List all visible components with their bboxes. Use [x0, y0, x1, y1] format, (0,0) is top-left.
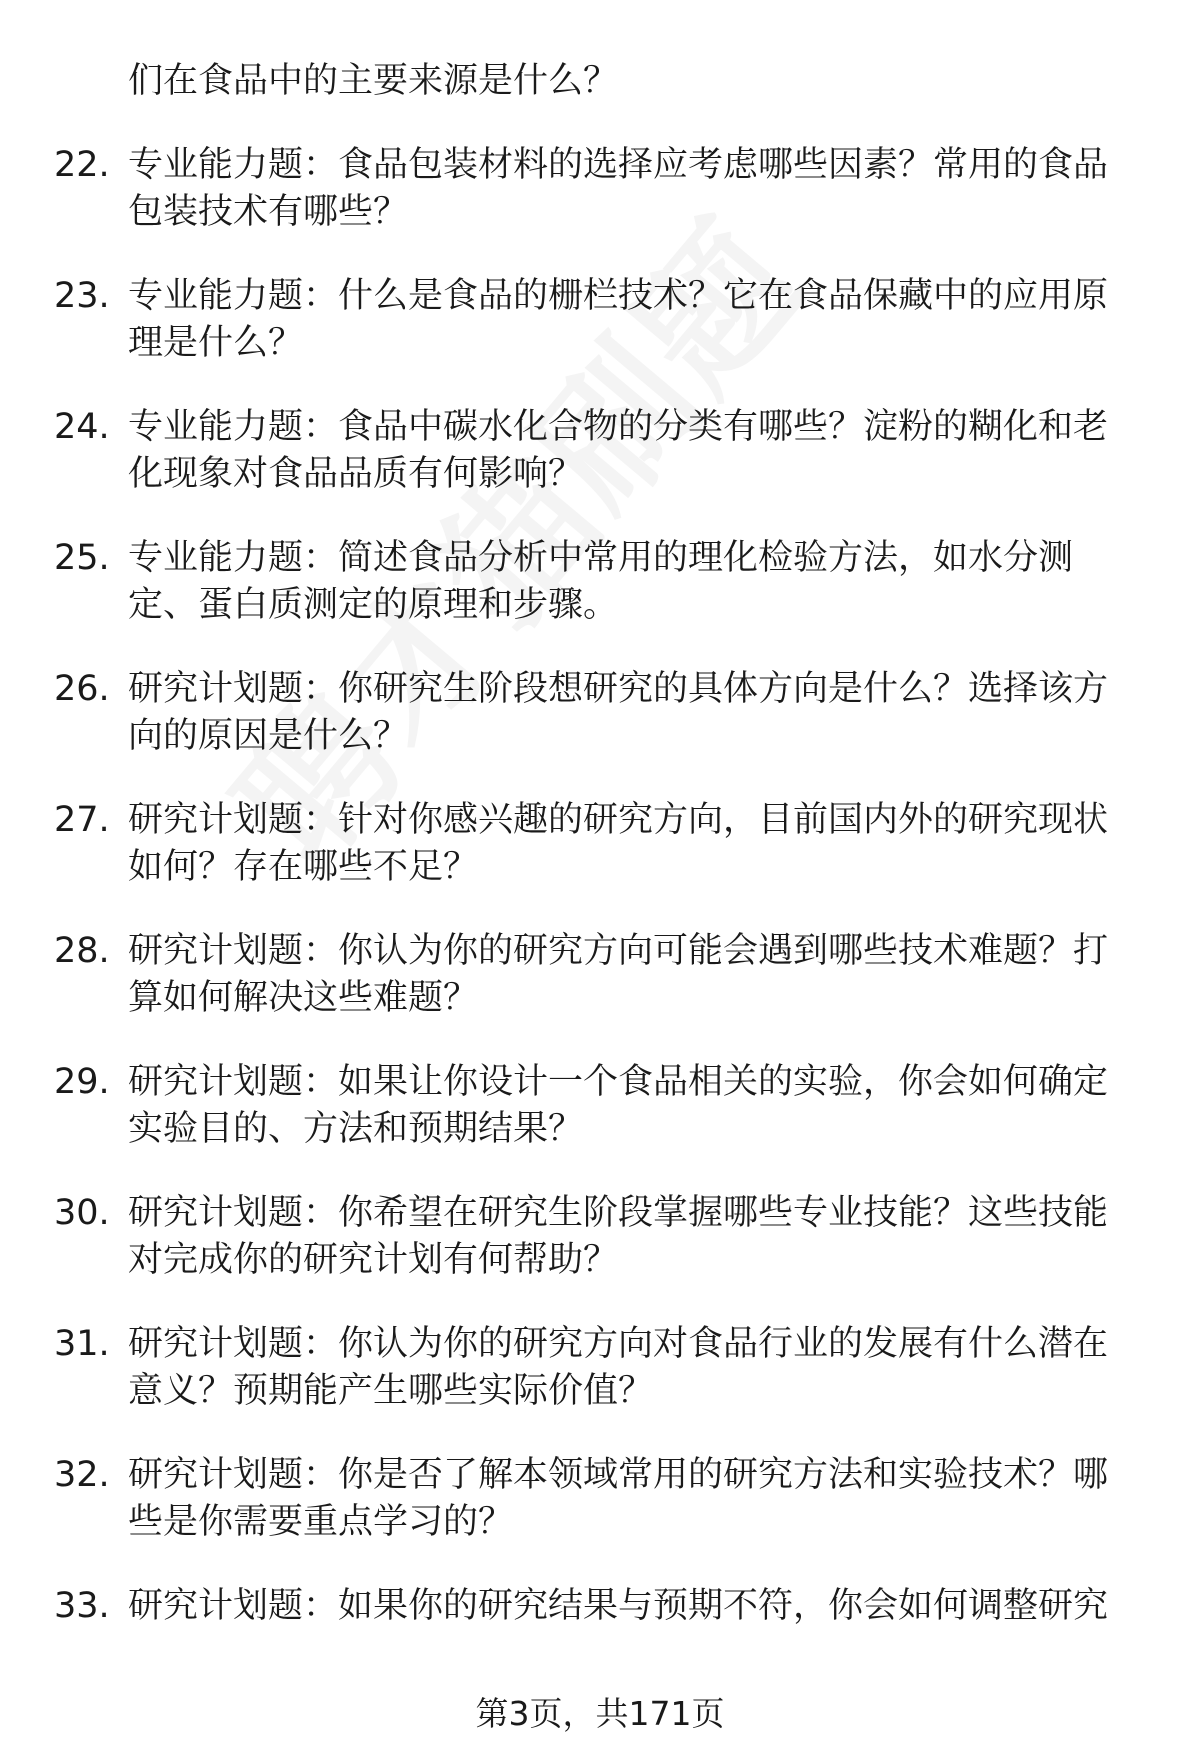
question-text-line: 如何？存在哪些不足？ [128, 847, 479, 887]
question-text [128, 1321, 1138, 1415]
question-item [0, 1321, 1200, 1452]
question-text-line: 研究计划题：你认为你的研究方向可能会遇到哪些技术难题？打 [128, 931, 1109, 971]
question-text-line: 研究计划题：你认为你的研究方向对食品行业的发展有什么潜在 [128, 1324, 1109, 1364]
question-number: 33. [54, 1586, 110, 1626]
question-list [0, 142, 1200, 1714]
question-item [0, 797, 1200, 928]
question-number: 24. [54, 407, 110, 447]
question-text-line: 研究计划题：你希望在研究生阶段掌握哪些专业技能？这些技能 [128, 1193, 1109, 1233]
question-text-line: 意义？预期能产生哪些实际价值？ [128, 1371, 654, 1411]
question-item [0, 1059, 1200, 1190]
question-text-line: 包装技术有哪些？ [128, 192, 409, 232]
question-text-line: 对完成你的研究计划有何帮助？ [128, 1240, 619, 1280]
page-footer: 第3页，共171页 [475, 1694, 725, 1733]
question-text-line: 研究计划题：如果让你设计一个食品相关的实验，你会如何确定 [128, 1062, 1109, 1102]
question-text [128, 1452, 1138, 1546]
question-number: 26. [54, 669, 110, 709]
question-number: 29. [54, 1062, 110, 1102]
question-text-line: 专业能力题：简述食品分析中常用的理化检验方法，如水分测 [128, 538, 1074, 578]
question-text [128, 1190, 1138, 1284]
question-text [128, 142, 1138, 236]
question-text-line: 专业能力题：什么是食品的栅栏技术？它在食品保藏中的应用原 [128, 276, 1109, 316]
question-item [0, 273, 1200, 404]
question-item [0, 404, 1200, 535]
question-number: 31. [54, 1324, 110, 1364]
question-text-line: 专业能力题：食品包装材料的选择应考虑哪些因素？常用的食品 [128, 145, 1109, 185]
question-number: 25. [54, 538, 110, 578]
question-number: 30. [54, 1193, 110, 1233]
question-item [0, 666, 1200, 797]
question-number: 22. [54, 145, 110, 185]
question-text-line: 研究计划题：如果你的研究结果与预期不符，你会如何调整研究 [128, 1586, 1109, 1626]
question-text-line: 向的原因是什么？ [128, 716, 409, 756]
question-text-line: 研究计划题：针对你感兴趣的研究方向，目前国内外的研究现状 [128, 800, 1109, 840]
question-text [128, 666, 1138, 760]
question-text-line: 些是你需要重点学习的？ [128, 1502, 514, 1542]
question-item [0, 1190, 1200, 1321]
question-number: 32. [54, 1455, 110, 1495]
question-text-line: 定、蛋白质测定的原理和步骤。 [128, 585, 619, 625]
question-text [128, 1583, 1138, 1630]
question-text-line: 实验目的、方法和预期结果？ [128, 1109, 584, 1149]
question-text [128, 928, 1138, 1022]
question-text [128, 273, 1138, 367]
question-text-line: 理是什么？ [128, 323, 304, 363]
question-number: 23. [54, 276, 110, 316]
question-number: 28. [54, 931, 110, 971]
continuation-line: 们在食品中的主要来源是什么？ [128, 61, 619, 101]
question-text-line: 化现象对食品品质有何影响？ [128, 454, 584, 494]
question-text-line: 专业能力题：食品中碳水化合物的分类有哪些？淀粉的糊化和老 [128, 407, 1109, 447]
question-item [0, 142, 1200, 273]
question-item [0, 535, 1200, 666]
question-text [128, 535, 1138, 629]
question-text [128, 404, 1138, 498]
question-text [128, 797, 1138, 891]
question-text-line: 算如何解决这些难题？ [128, 978, 479, 1018]
question-item [0, 928, 1200, 1059]
question-text-line: 研究计划题：你是否了解本领域常用的研究方法和实验技术？哪 [128, 1455, 1109, 1495]
question-item [0, 1452, 1200, 1583]
question-number: 27. [54, 800, 110, 840]
question-text-line: 研究计划题：你研究生阶段想研究的具体方向是什么？选择该方 [128, 669, 1109, 709]
question-text [128, 1059, 1138, 1153]
